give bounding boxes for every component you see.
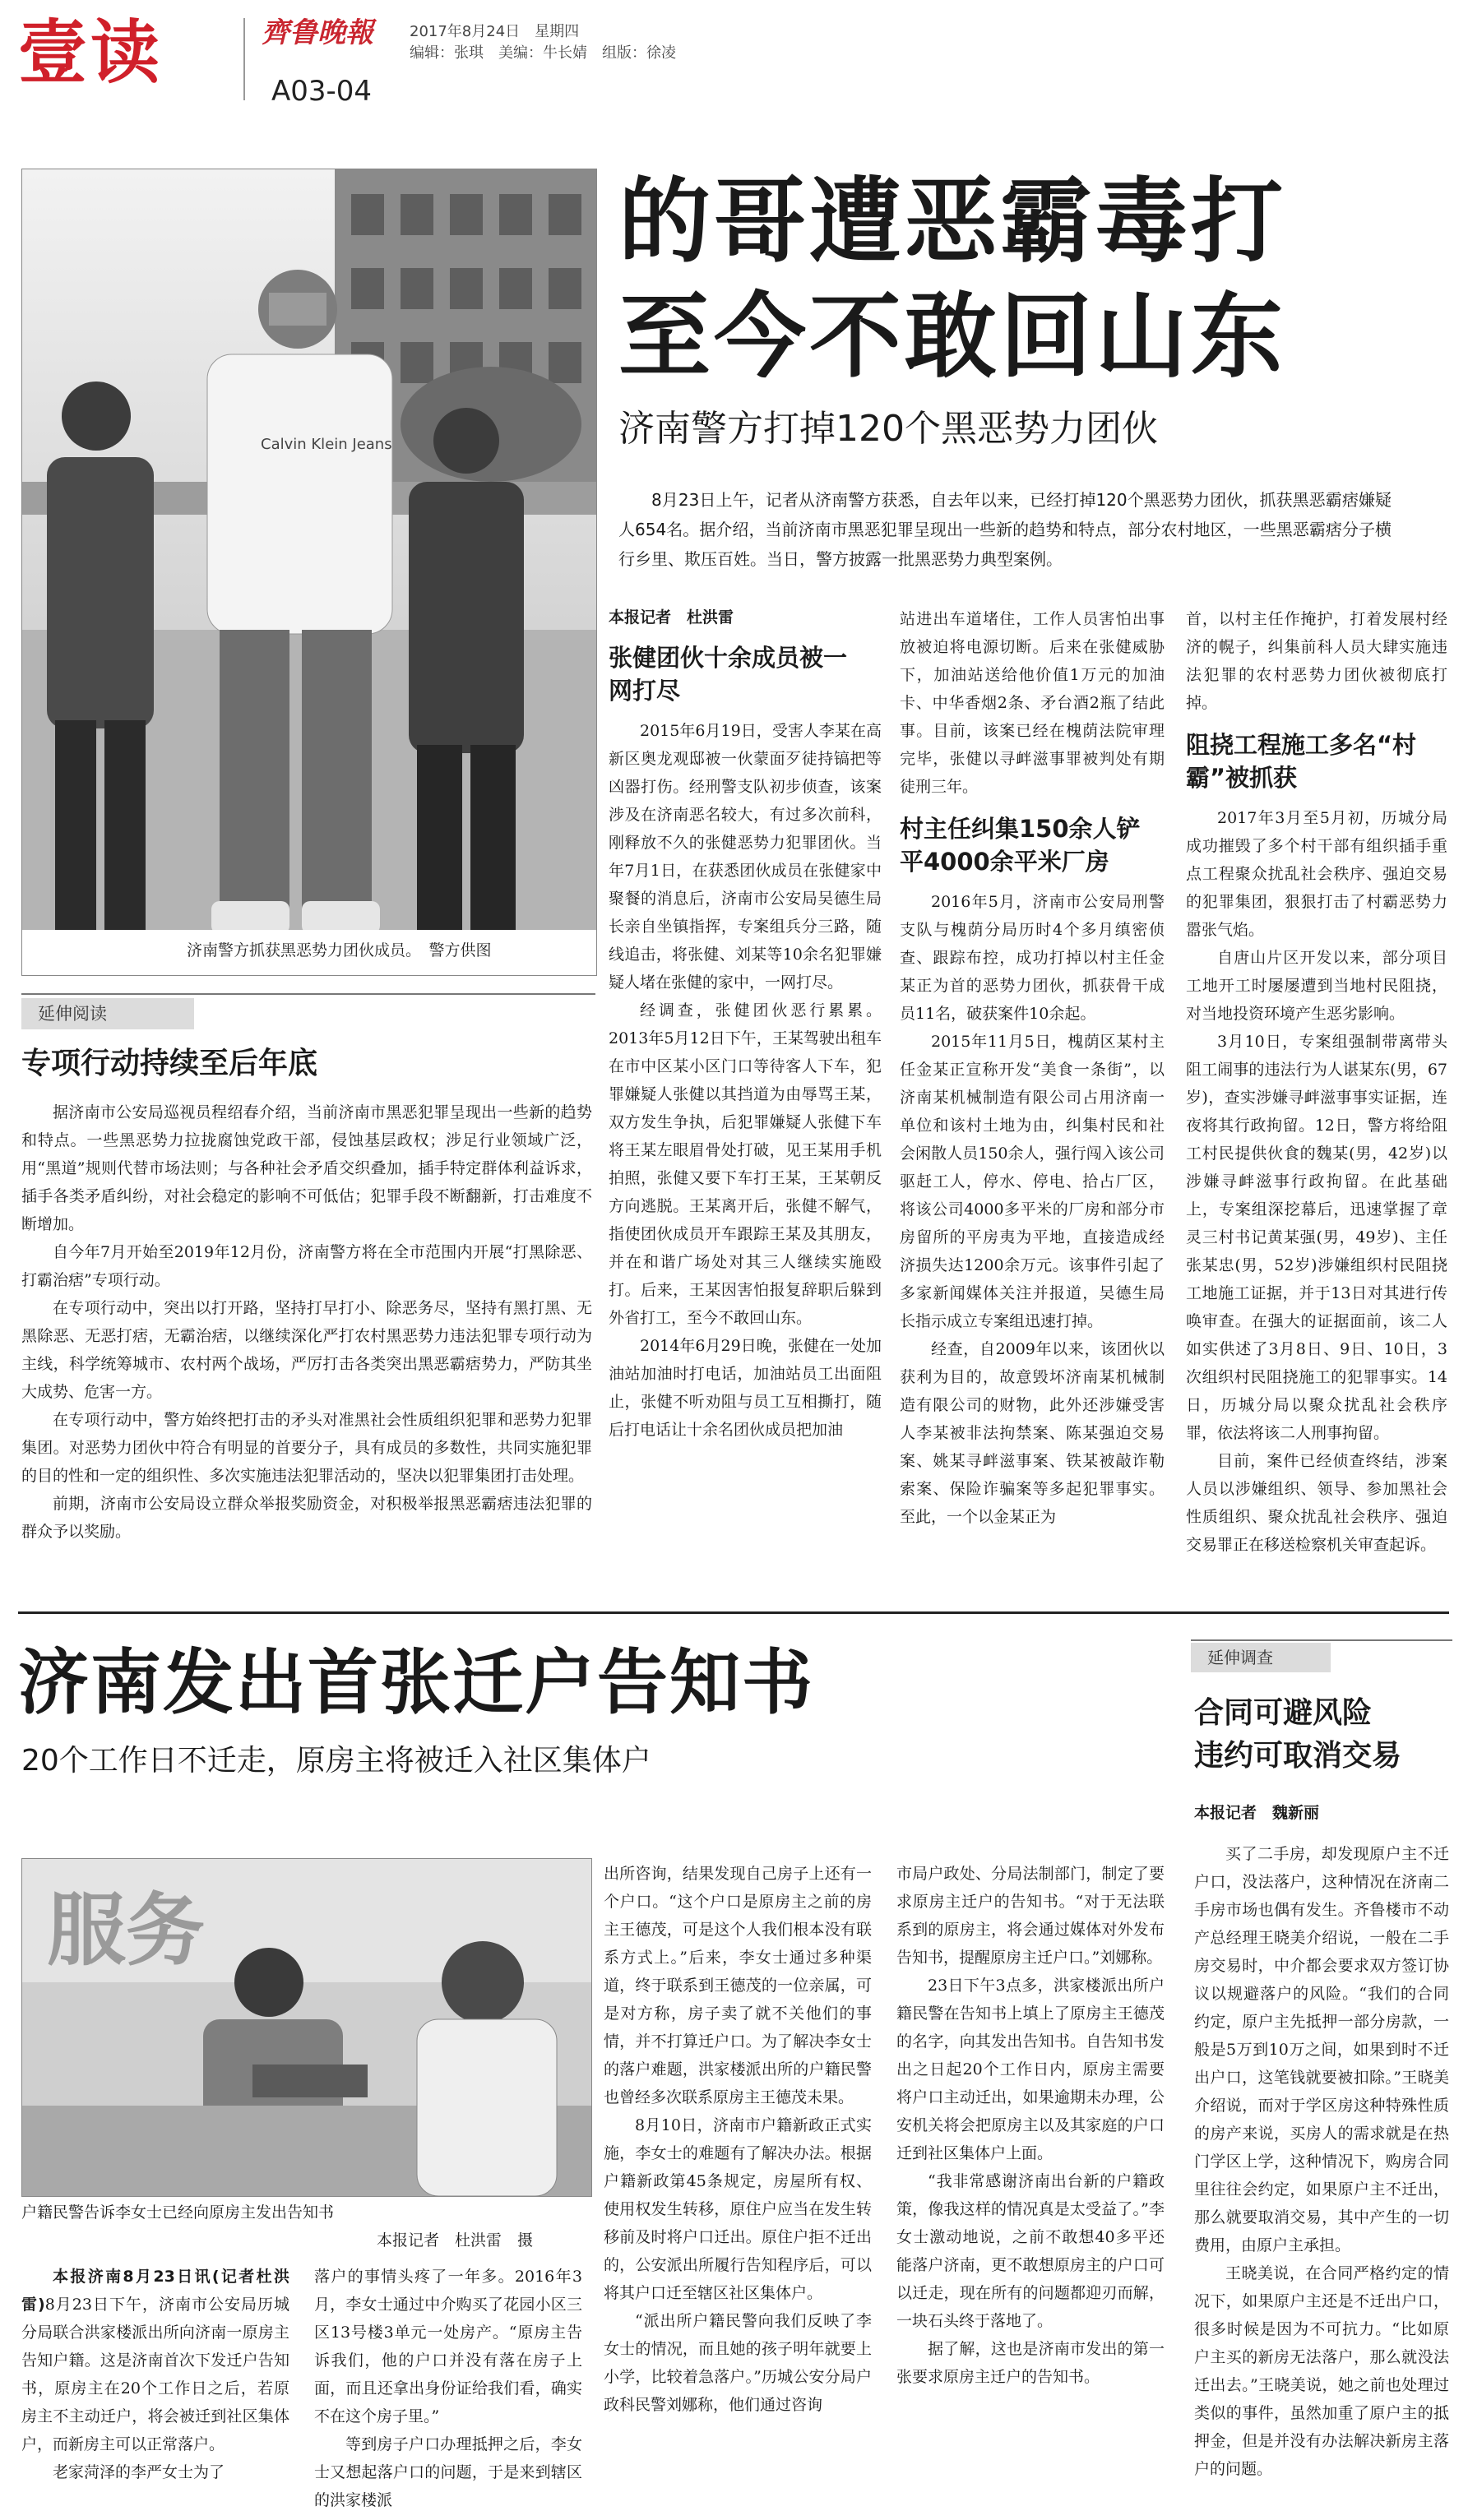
sidebar1-top-rule <box>21 993 595 995</box>
story2-col1-para: 老家菏泽的李严女士为了 <box>53 2463 225 2481</box>
story1-subtitle: 济南警方打掉120个黑恶势力团伙 <box>618 408 1158 450</box>
story1-lead: 8月23日上午，记者从济南警方获悉，自去年以来，已经打掉120个黑恶势力团伙，抓获黑恶霸痞嫌疑人654名。据介绍，当前济南市黑恶犯罪呈现出一些新的趋势和特点，部分农村地区，一些黑恶霸痞分子横行乡里、欺压百姓。当日，警方披露一批黑恶势力典型案例。 <box>618 490 1392 569</box>
story1-col3-para: 首，以村主任作掩护，打着发展村经济的幌子，纠集前科人员大肆实施违法犯罪的农村恶势力团伙被彻底打掉。 <box>1186 610 1447 712</box>
story2-col3-para: “派出所户籍民警向我们反映了李女士的情况，而且她的孩子明年就要上小学，比较着急落户。”历城公安分局户政科民警刘娜称，他们通过咨询 <box>604 2312 872 2414</box>
story1-col3-para: 2017年3月至5月初，历城分局成功摧毁了多个村干部有组织插手重点工程聚众扰乱社会秩序、强迫交易的犯罪集团，狠狠打击了村霸恶势力嚣张气焰。 <box>1186 809 1447 939</box>
story1-col2-para: 2016年5月，济南市公安局刑警支队与槐荫分局历时4个多月缜密侦查、跟踪布控，成功打掉以村主任金某正为首的恶势力团伙，抓获骨干成员11名，破获案件10余起。 <box>900 893 1165 1023</box>
story2-column-1 <box>21 2263 289 2486</box>
story2-subtitle: 20个工作日不迁走，原房主将被迁入社区集体户 <box>21 1744 651 1778</box>
story2-column-4 <box>896 1860 1165 2391</box>
story2-photo-credit: 本报记者 杜洪雷 摄 <box>377 2231 534 2250</box>
story1-col3-para: 3月10日，专案组强制带离带头阻工闹事的违法行为人谌某东(男，67岁)，查实涉嫌寻衅滋事事实证据，连夜将其行政拘留。12日，警方将给阻工村民提供伙食的魏某(男，42岁)以涉嫌寻衅滋事行政拘留。在此基础上，专案组深挖幕后，迅速掌握了章灵三村书记黄某强(男，49岁)、主任张某忠(男，52岁)涉嫌组织村民阻挠工地施工证据，并于13日对其进行传唤审查。在强大的证据面前，该二人如实供述了3月8日、9日、10日，3次组织村民阻挠施工的犯罪事实。14日，历城分局以聚众扰乱社会秩序罪，依法将该二人刑事拘留。 <box>1186 1033 1447 1442</box>
story1-col2-para: 2015年11月5日，槐荫区某村主任金某正宣称开发“美食一条街”，以济南某机械制造有限公司占用济南一单位和该村土地为由，纠集村民和社会闲散人员150余人，强行闯入该公司驱赶工人，停水、停电、拾占厂区，将该公司4000多平米的厂房和部分市房留所的平房夷为平地，直接造成经济损失达1200余万元。该事件引起了多家新闻媒体关注并报道，吴德生局长指示成立专案组迅速打掉。 <box>900 1033 1165 1330</box>
story1-byline: 本报记者 杜洪雷 <box>609 608 734 627</box>
story2-column-3 <box>604 1860 872 2419</box>
story2-photo-caption: 户籍民警告诉李女士已经向原房主发出告知书 <box>21 2203 335 2222</box>
story2-col3-para: 出所咨询，结果发现自己房子上还有一个户口。“这个户口是原房主之前的房主王德茂，可是这个人我们根本没有联系方式上。”后来，李女士通过多种渠道，终于联系到王德茂的一位亲属，可是对方称，房子卖了就不关他们的事情，并不打算迁户口。为了解决李女士的落户难题，洪家楼派出所的户籍民警也曾经多次联系原房主王德茂未果。 <box>604 1865 872 2106</box>
story2-col4-para: 据了解，这也是济南市发出的第一张要求原房主迁户的告知书。 <box>896 2340 1165 2386</box>
story1-col3-para: 自唐山片区开发以来，部分项目工地开工时屡屡遭到当地村民阻挠，对当地投资环境产生恶劣影响。 <box>1186 949 1447 1023</box>
issue-date: 2017年8月24日 星期四 <box>410 23 580 40</box>
police-desk-image <box>22 1859 591 2196</box>
sidebar1-para: 在专项行动中，突出以打开路，坚持打早打小、除恶务尽，坚持有黑打黑、无黑除恶、无恶打痞，无霸治痞，以继续深化严打农村黑恶势力违法犯罪专项行动为主线，科学统筹城市、农村两个战场，严厉打击各类突出黑恶霸痞势力，严防其坐大成势、危害一方。 <box>21 1299 592 1401</box>
service-sign: 服务 <box>47 1884 205 1977</box>
story1-column-3 <box>1186 605 1447 1559</box>
story1-col3-para: 目前，案件已经侦查终结，涉案人员以涉嫌组织、领导、参加黑社会性质组织、聚众扰乱社会秩序、强迫交易罪正在移送检察机关审查起诉。 <box>1186 1452 1447 1554</box>
story2-col4-para: 市局户政处、分局法制部门，制定了要求原房主迁户的告知书。“对于无法联系到的原房主，将会通过媒体对外发布告知书，提醒原房主迁户口。”刘娜称。 <box>896 1865 1165 1967</box>
story1-col2-para: 站进出车道堵住，工作人员害怕出事放被迫将电源切断。后来在张健威胁下，加油站送给他价值1万元的加油卡、中华香烟2条、矛台酒2瓶了结此事。目前，该案已经在槐荫法院审理完毕，张健以寻衅滋事罪被判处有期徒刑三年。 <box>900 610 1165 796</box>
page-number: A03-04 <box>271 75 373 108</box>
story1-headline-line1: 的哥遭恶霸毒打 <box>618 169 1286 275</box>
story1-column-2 <box>900 605 1165 1531</box>
story2-dateline: 本报济南8月23日讯(记者杜洪雷) <box>21 2268 289 2314</box>
section-title: 壹读 <box>18 12 164 93</box>
story1-col2-para: 经查，自2009年以来，该团伙以获利为目的，故意毁坏济南某机械制造有限公司的财物，此外还涉嫌受害人李某被非法拘禁案、陈某强迫交易案、姚某寻衅滋事案、铁某被敲诈勒索案、保险诈骗案等多起犯罪事实。至此，一个以金某正为 <box>900 1340 1165 1526</box>
story1-photo-caption: 济南警方抓获黑恶势力团伙成员。 警方供图 <box>187 941 492 959</box>
sidebar2-para: 买了二手房，却发现原户主不迁户口，没法落户，这种情况在济南二手房市场也偶有发生。齐鲁楼市不动产总经理王晓美介绍说，一般在二手房交易时，中介都会要求双方签订协议以规避落户的风险。“我们的合同约定，原户主先抵押一部分房款，一般是5万到10万之间，如果到时不迁出户口，这笔钱就要被扣除。”王晓美介绍说，而对于学区房这种特殊性质的房产来说，买房人的需求就是在热门学区上学，这种情况下，购房合同里往往会约定，如果原户主不迁出，那么就要取消交易，其中产生的一切费用，由原户主承担。 <box>1194 1845 1449 2254</box>
story2-col1-text: 8月23日下午，济南市公安局历城分局联合洪家楼派出所向济南一原房主告知户籍。这是济南首次下发迁户告知书，原房主在20个工作日之后，若原房主不主动迁户，将会被迁到社区集体户，而新房主可以正常落户。 <box>21 2296 289 2453</box>
sidebar2-byline: 本报记者 魏新丽 <box>1194 1804 1320 1822</box>
sidebar1-para: 据济南市公安局巡视员程绍春介绍，当前济南市黑恶犯罪呈现出一些新的趋势和特点。一些黑恶势力拉拢腐蚀党政干部，侵蚀基层政权；涉足行业领域广泛，用“黑道”规则代替市场法则；与各种社会矛盾交织叠加，插手特定群体利益诉求，插手各类矛盾纠纷，对社会稳定的影响不可低估；犯罪手段不断翻新，打击难度不断增加。 <box>21 1103 592 1233</box>
story2-photo <box>21 1858 592 2197</box>
story1-col3-subhead: 阻挠工程施工多名“村霸”被抓获 <box>1186 731 1417 792</box>
sidebar2-top-rule <box>1191 1639 1452 1641</box>
sidebar2-para: 王晓美说，在合同严格约定的情况下，如果原户主还是不迁出户口，很多时候是因为不可抗力。“比如原户主买的新房无法落户，那么就没法迁出去。”王晓美说，她之前也处理过类似的事件，虽然加重了原户主的抵押金，但是并没有办法解决新房主落户的问题。 <box>1194 2264 1449 2478</box>
sidebar1-para: 前期，济南市公安局设立群众举报奖励资金，对积极举报黑恶霸痞违法犯罪的群众予以奖励。 <box>21 1495 592 1541</box>
sidebar1-para: 在专项行动中，警方始终把打击的矛头对准黑社会性质组织犯罪和恶势力犯罪集团。对恶势力团伙中符合有明显的首要分子，具有成员的多数性，共同实施犯罪的目的性和一定的组织性、多次实施违法犯罪活动的，坚决以犯罪集团打击处理。 <box>21 1411 592 1485</box>
story1-col2-subhead: 村主任纠集150余人铲平4000余平米厂房 <box>900 815 1141 876</box>
story2-col4-para: “我非常感谢济南出台新的户籍政策，像我这样的情况真是太受益了。”李女士激动地说，之前不敢想40多平还能落户济南，更不敢想原房主的户口可以迁走，现在所有的问题都迎刃而解，一块石头终于落地了。 <box>896 2172 1165 2330</box>
newspaper-logo: 齊鲁晚報 <box>262 16 373 49</box>
story2-col2-para: 等到房子户口办理抵押之后，李女士又想起落户口的问题，于是来到辖区的洪家楼派 <box>314 2435 582 2509</box>
sidebar1-label: 延伸阅读 <box>21 998 194 1029</box>
story2-column-2 <box>314 2263 582 2514</box>
story2-col4-para: 23日下午3点多，洪家楼派出所户籍民警在告知书上填上了原房主王德茂的名字，向其发出告知书。自告知书发出之日起20个工作日内，原房主需要将户口主动迁出，如果逾期未办理，公安机关将会把原房主以及其家庭的户口迁到社区集体户上面。 <box>896 1977 1165 2162</box>
story1-col1-para: 2015年6月19日，受害人李某在高新区奥龙观邸被一伙蒙面歹徒持镐把等凶器打伤。经刑警支队初步侦查，该案涉及在济南恶名较大，有过多次前科，刚释放不久的张健恶势力犯罪团伙。当年7月1日，在获悉团伙成员在张健家中聚餐的消息后，济南市公安局吴德生局长亲自坐镇指挥，专案组兵分三路，随线追击，将张健、刘某等10余名犯罪嫌疑人堵在张健的家中，一网打尽。 <box>609 722 882 992</box>
sidebar2-headline-line2: 违约可取消交易 <box>1194 1739 1402 1773</box>
masthead-divider <box>243 18 245 100</box>
police-arrest-image <box>22 169 596 975</box>
story1-col1-para: 2014年6月29日晚，张健在一处加油站加油时打电话，加油站员工出面阻止，张健不听劝阻与员工互相撕打，随后打电话让十余名团伙成员把加油 <box>609 1337 882 1439</box>
story1-photo <box>21 169 597 976</box>
story1-col1-para: 经调查，张健团伙恶行累累。2013年5月12日下午，王某驾驶出租车在市中区某小区门口等待客人下车，犯罪嫌疑人张健以其挡道为由辱骂王某，双方发生争执，后犯罪嫌疑人张健下车将王某左眼眉骨处打破，见王某用手机拍照，张健又要下车打王某，王某朝反方向逃脱。王某离开后，张健不解气，指使团伙成员开车跟踪王某及其朋友，并在和谐广场处对其三人继续实施殴打。后来，王某因害怕报复辞职后躲到外省打工，至今不敢回山东。 <box>609 1001 882 1327</box>
sidebar2-headline-line1: 合同可避风险 <box>1194 1696 1373 1730</box>
story2-headline: 济南发出首张迁户告知书 <box>18 1642 814 1724</box>
shirt-text: Calvin Klein Jeans <box>261 436 392 453</box>
section-divider <box>18 1611 1449 1614</box>
story1-col1-subhead: 张健团伙十余成员被一网打尽 <box>609 644 848 705</box>
staff-credits: 编辑：张琪 美编：牛长婧 组版：徐凌 <box>410 44 676 62</box>
sidebar2-body <box>1194 1840 1449 2483</box>
sidebar2-label: 延伸调查 <box>1191 1643 1331 1672</box>
story1-headline-line2: 至今不敢回山东 <box>618 284 1286 391</box>
story2-col2-para: 落户的事情头疼了一年多。2016年3月，李女士通过中介购买了花园小区三区13号楼3单元一处房产。“原房主告诉我们，他的户口并没有落在房子上面，而且还拿出身份证给我们看，确实不在这个房子里。” <box>314 2268 582 2425</box>
sidebar1-para: 自今年7月开始至2019年12月份，济南警方将在全市范围内开展“打黑除恶、打霸治痞”专项行动。 <box>21 1243 592 1289</box>
sidebar1-headline: 专项行动持续至后年底 <box>21 1047 318 1080</box>
sidebar1-body <box>21 1098 592 1546</box>
story2-col3-para: 8月10日，济南市户籍新政正式实施，李女士的难题有了解决办法。根据户籍新政第45条规定，房屋所有权、使用权发生转移，原住户应当在发生转移前及时将户口迁出。原住户拒不迁出的，公安派出所履行告知程序后，可以将其户口迁至辖区社区集体户。 <box>604 2116 872 2302</box>
story1-column-1 <box>609 605 882 1444</box>
